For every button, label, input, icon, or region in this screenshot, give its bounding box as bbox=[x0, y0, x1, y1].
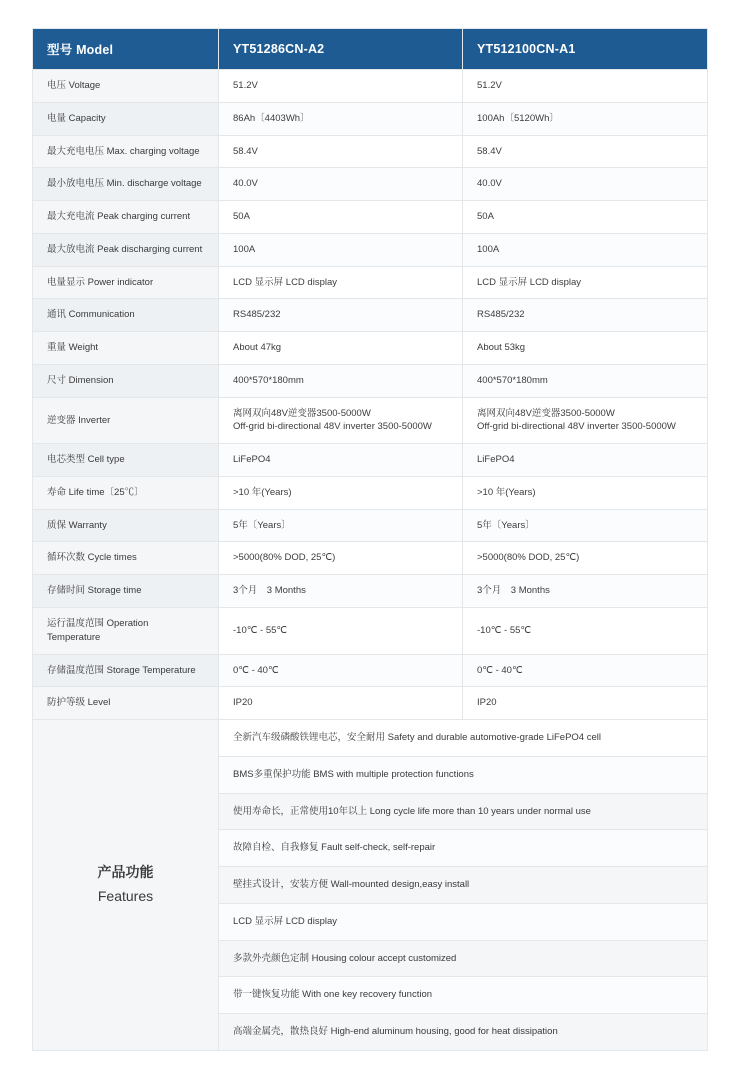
table-row bbox=[33, 168, 708, 201]
row-value-b: 100Ah〔5120Wh〕 bbox=[463, 102, 708, 135]
features-label-cn: 产品功能 bbox=[97, 864, 154, 881]
row-value-a: IP20 bbox=[219, 687, 463, 720]
header-cell-model-a: YT51286CN-A2 bbox=[219, 29, 463, 70]
table-row bbox=[33, 397, 708, 444]
features-row bbox=[33, 720, 708, 757]
row-value-b-line1: 离网双向48V逆变器3500-5000W bbox=[477, 407, 615, 419]
specification-table bbox=[32, 28, 708, 1051]
row-value-b: 40.0V bbox=[463, 168, 708, 201]
features-label bbox=[33, 720, 219, 1051]
table-row bbox=[33, 444, 708, 477]
feature-item: 故障自检、自我修复 Fault self-check, self-repair bbox=[219, 830, 708, 867]
row-label: 重量 Weight bbox=[33, 332, 219, 365]
row-value-b: 400*570*180mm bbox=[463, 364, 708, 397]
row-label: 质保 Warranty bbox=[33, 509, 219, 542]
table-row bbox=[33, 332, 708, 365]
row-value-b: 0℃ - 40℃ bbox=[463, 654, 708, 687]
feature-item: 高端金属壳，散热良好 High-end aluminum housing, good for heat dissipation bbox=[219, 1014, 708, 1051]
row-label: 运行温度范围 Operation Temperature bbox=[33, 608, 219, 655]
feature-item: 使用寿命长，正常使用10年以上 Long cycle life more than 10 years under normal use bbox=[219, 793, 708, 830]
row-value-a: LiFePO4 bbox=[219, 444, 463, 477]
row-value-b: 58.4V bbox=[463, 135, 708, 168]
row-value-b-line2: Off-grid bi-directional 48V inverter 3500-5000W bbox=[477, 421, 676, 433]
row-label: 电量显示 Power indicator bbox=[33, 266, 219, 299]
table-row bbox=[33, 299, 708, 332]
row-value-a: RS485/232 bbox=[219, 299, 463, 332]
row-value-b: -10℃ - 55℃ bbox=[463, 608, 708, 655]
header-cell-model-b: YT512100CN-A1 bbox=[463, 29, 708, 70]
row-value-a: >5000(80% DOD, 25℃) bbox=[219, 542, 463, 575]
table-row bbox=[33, 201, 708, 234]
row-value-b: About 53kg bbox=[463, 332, 708, 365]
row-value-a-line2: Off-grid bi-directional 48V inverter 3500-5000W bbox=[233, 421, 432, 433]
row-label: 存储温度范围 Storage Temperature bbox=[33, 654, 219, 687]
feature-item: BMS多重保护功能 BMS with multiple protection functions bbox=[219, 756, 708, 793]
row-value-b: 50A bbox=[463, 201, 708, 234]
row-value-a: 50A bbox=[219, 201, 463, 234]
row-value-b: 3个月 3 Months bbox=[463, 575, 708, 608]
row-value-b: LCD 显示屏 LCD display bbox=[463, 266, 708, 299]
row-value-a: 5年〔Years〕 bbox=[219, 509, 463, 542]
features-label-en: Features bbox=[97, 888, 154, 905]
row-value-a: LCD 显示屏 LCD display bbox=[219, 266, 463, 299]
row-label: 最小放电电压 Min. discharge voltage bbox=[33, 168, 219, 201]
row-value-b: RS485/232 bbox=[463, 299, 708, 332]
row-label: 尺寸 Dimension bbox=[33, 364, 219, 397]
row-label: 防护等级 Level bbox=[33, 687, 219, 720]
table-row bbox=[33, 364, 708, 397]
feature-item: 多款外壳颜色定制 Housing colour accept customized bbox=[219, 940, 708, 977]
row-value-b: 100A bbox=[463, 233, 708, 266]
table-row bbox=[33, 266, 708, 299]
row-value-a bbox=[219, 397, 463, 444]
row-value-b bbox=[463, 397, 708, 444]
row-value-a: -10℃ - 55℃ bbox=[219, 608, 463, 655]
table-row bbox=[33, 233, 708, 266]
table-row bbox=[33, 687, 708, 720]
table-header bbox=[33, 29, 708, 70]
row-label: 最大充电电压 Max. charging voltage bbox=[33, 135, 219, 168]
row-value-a: 100A bbox=[219, 233, 463, 266]
row-value-a: >10 年(Years) bbox=[219, 476, 463, 509]
row-value-a-line1: 离网双向48V逆变器3500-5000W bbox=[233, 407, 371, 419]
row-value-a: 86Ah〔4403Wh〕 bbox=[219, 102, 463, 135]
row-value-a: 3个月 3 Months bbox=[219, 575, 463, 608]
feature-item: 壁挂式设计，安装方便 Wall-mounted design,easy install bbox=[219, 867, 708, 904]
table-row bbox=[33, 575, 708, 608]
table-body bbox=[33, 70, 708, 1051]
row-value-b: LiFePO4 bbox=[463, 444, 708, 477]
table-row bbox=[33, 70, 708, 103]
row-value-a: 400*570*180mm bbox=[219, 364, 463, 397]
table-row bbox=[33, 654, 708, 687]
row-label: 循环次数 Cycle times bbox=[33, 542, 219, 575]
row-value-b: >5000(80% DOD, 25℃) bbox=[463, 542, 708, 575]
feature-item: 全新汽车级磷酸铁锂电芯，安全耐用 Safety and durable automotive-grade LiFePO4 cell bbox=[219, 720, 708, 757]
row-label: 最大充电流 Peak charging current bbox=[33, 201, 219, 234]
table-row bbox=[33, 608, 708, 655]
row-label: 最大放电流 Peak discharging current bbox=[33, 233, 219, 266]
row-label: 存储时间 Storage time bbox=[33, 575, 219, 608]
feature-item: 带一键恢复功能 With one key recovery function bbox=[219, 977, 708, 1014]
row-label: 电芯类型 Cell type bbox=[33, 444, 219, 477]
row-value-a: 40.0V bbox=[219, 168, 463, 201]
table-row bbox=[33, 476, 708, 509]
row-value-b: 5年〔Years〕 bbox=[463, 509, 708, 542]
feature-item: LCD 显示屏 LCD display bbox=[219, 903, 708, 940]
row-value-a: 51.2V bbox=[219, 70, 463, 103]
row-value-a: 58.4V bbox=[219, 135, 463, 168]
table-row bbox=[33, 509, 708, 542]
table-row bbox=[33, 135, 708, 168]
table-row bbox=[33, 542, 708, 575]
row-value-b: 51.2V bbox=[463, 70, 708, 103]
row-label: 电压 Voltage bbox=[33, 70, 219, 103]
header-cell-model-label: 型号 Model bbox=[33, 29, 219, 70]
row-label: 逆变器 Inverter bbox=[33, 397, 219, 444]
row-value-b: >10 年(Years) bbox=[463, 476, 708, 509]
row-label: 电量 Capacity bbox=[33, 102, 219, 135]
row-value-a: 0℃ - 40℃ bbox=[219, 654, 463, 687]
row-label: 寿命 Life time〔25℃〕 bbox=[33, 476, 219, 509]
row-value-b: IP20 bbox=[463, 687, 708, 720]
header-row bbox=[33, 29, 708, 70]
row-value-a: About 47kg bbox=[219, 332, 463, 365]
row-label: 通讯 Communication bbox=[33, 299, 219, 332]
table-row bbox=[33, 102, 708, 135]
